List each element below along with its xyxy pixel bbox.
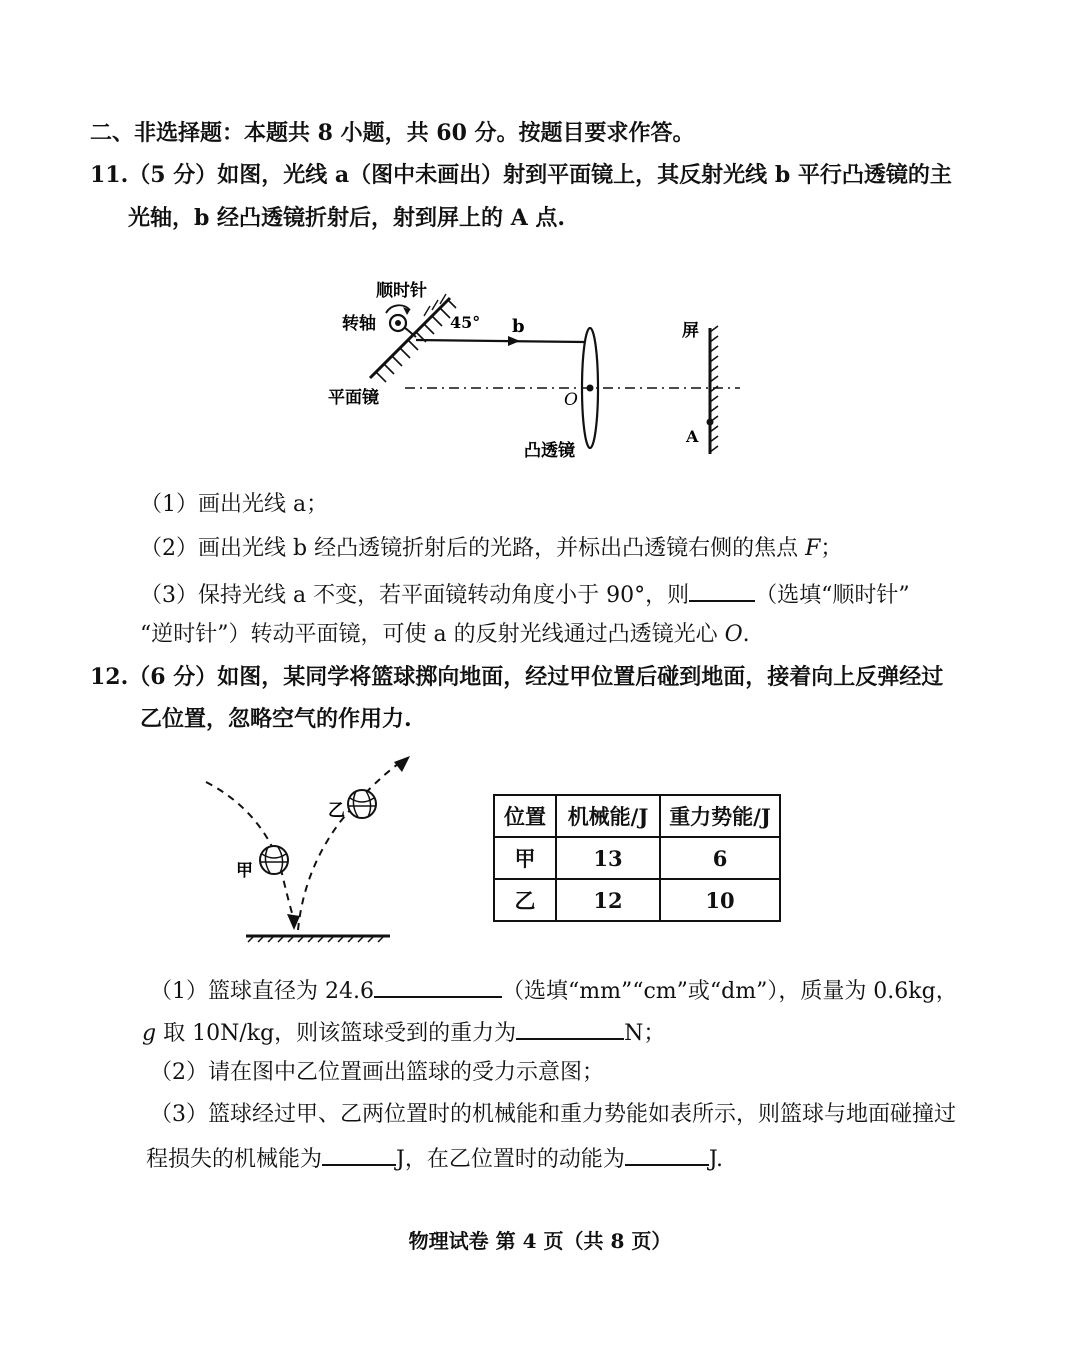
- label-screen: 屏: [682, 321, 699, 341]
- label-yi: 乙: [328, 801, 345, 821]
- table-cell: 乙: [494, 879, 556, 921]
- q12-sub3-line2-end: J.: [708, 1147, 723, 1172]
- q11-sub3-options: （选填“顺时针”: [755, 583, 910, 608]
- q12-sub3-kinetic-energy-blank[interactable]: [625, 1142, 709, 1166]
- q11-stem-line2: 光轴，b 经凸透镜折射后，射到屏上的 A 点.: [128, 205, 566, 231]
- label-O: O: [564, 390, 578, 410]
- label-axis: 转轴: [342, 314, 376, 334]
- q12-sub3-lost-energy-blank[interactable]: [322, 1142, 396, 1166]
- table-row: [494, 879, 780, 921]
- q12-sub1-gravity-blank[interactable]: [516, 1016, 624, 1040]
- table-cell: 甲: [494, 837, 556, 879]
- q11-sub1: （1）画出光线 a；: [140, 492, 329, 517]
- ray-b: [416, 340, 584, 342]
- page-footer: 物理试卷 第 4 页（共 8 页）: [408, 1229, 672, 1253]
- q12-stem-line1: 12.（6 分）如图，某同学将篮球掷向地面，经过甲位置后碰到地面，接着向上反弹经过: [90, 664, 944, 690]
- table-row: [494, 837, 780, 879]
- bounce-arrow-icon: [394, 756, 410, 772]
- q12-sub2: （2）请在图中乙位置画出篮球的受力示意图；: [150, 1060, 604, 1085]
- q12-sub3-line1: （3）篮球经过甲、乙两位置时的机械能和重力势能如表所示，则篮球与地面碰撞过: [150, 1102, 956, 1127]
- ray-b-arrow-icon: [508, 336, 520, 346]
- point-A-dot: [707, 419, 714, 426]
- table-cell: 12: [556, 879, 660, 921]
- energy-table: [493, 794, 781, 922]
- q12-sub1-g: g: [142, 1021, 157, 1046]
- label-mirror: 平面镜: [328, 388, 379, 408]
- table-cell: 13: [556, 837, 660, 879]
- bounce-trajectory: [298, 764, 398, 930]
- q11-sub2-end: ；: [820, 536, 843, 561]
- q11-sub3-line2-text: “逆时针”）转动平面镜，可使 a 的反射光线通过凸透镜光心: [140, 622, 725, 647]
- table-header: 位置: [494, 795, 556, 837]
- table-cell: 6: [660, 837, 780, 879]
- q12-sub1: [150, 974, 958, 1007]
- basketball-jia-icon: [260, 846, 288, 874]
- q11-sub2-text: （2）画出光线 b 经凸透镜折射后的光路，并标出凸透镜右侧的焦点: [140, 536, 806, 561]
- q11-stem-line1: 11.（5 分）如图，光线 a（图中未画出）射到平面镜上，其反射光线 b 平行凸透镜的主: [90, 162, 952, 188]
- lens-center-dot: [587, 385, 594, 392]
- q11-sub3-text: （3）保持光线 a 不变，若平面镜转动角度小于 90°，则: [140, 583, 690, 608]
- basketball-yi-icon: [348, 790, 376, 818]
- q12-sub1-unit-blank[interactable]: [374, 974, 502, 998]
- section-heading: 二、非选择题：本题共 8 小题，共 60 分。按题目要求作答。: [90, 120, 695, 146]
- label-A: A: [686, 427, 699, 446]
- q11-optics-figure: [320, 270, 760, 470]
- q12-sub3-line2: [146, 1142, 723, 1175]
- q11-sub3-line2-O: O: [724, 622, 743, 647]
- table-header: 重力势能/J: [660, 795, 780, 837]
- q11-sub2: [140, 534, 842, 564]
- label-angle: 45°: [450, 313, 481, 332]
- q11-sub3: [140, 578, 910, 611]
- q12-sub1-line2: [142, 1016, 665, 1049]
- q12-stem-line2: 乙位置，忽略空气的作用力.: [140, 706, 412, 732]
- q11-sub3-answer-blank[interactable]: [689, 578, 755, 602]
- rotation-axis-icon: [386, 305, 416, 337]
- q11-sub3-line2: [140, 620, 750, 650]
- table-cell: 10: [660, 879, 780, 921]
- q11-sub2-F: F: [805, 536, 821, 561]
- q12-sub1-options: （选填“mm”“cm”或“dm”），质量为 0.6kg，: [501, 979, 958, 1004]
- q12-sub1-text: （1）篮球直径为 24.6: [150, 979, 374, 1004]
- q12-sub3-line2-mid: J，在乙位置时的动能为: [396, 1147, 625, 1172]
- q12-basketball-figure: [190, 750, 460, 950]
- table-header-row: [494, 795, 780, 837]
- q12-sub1-line2-end: N；: [624, 1021, 666, 1046]
- label-jia: 甲: [236, 861, 253, 881]
- q12-sub3-line2-text: 程损失的机械能为: [146, 1147, 323, 1172]
- label-b: b: [512, 316, 525, 337]
- label-clockwise: 顺时针: [376, 281, 427, 301]
- table-header: 机械能/J: [556, 795, 660, 837]
- label-lens: 凸透镜: [524, 441, 575, 461]
- q12-sub1-line2-text: 取 10N/kg，则该篮球受到的重力为: [156, 1021, 517, 1046]
- q11-sub3-line2-end: .: [742, 622, 750, 647]
